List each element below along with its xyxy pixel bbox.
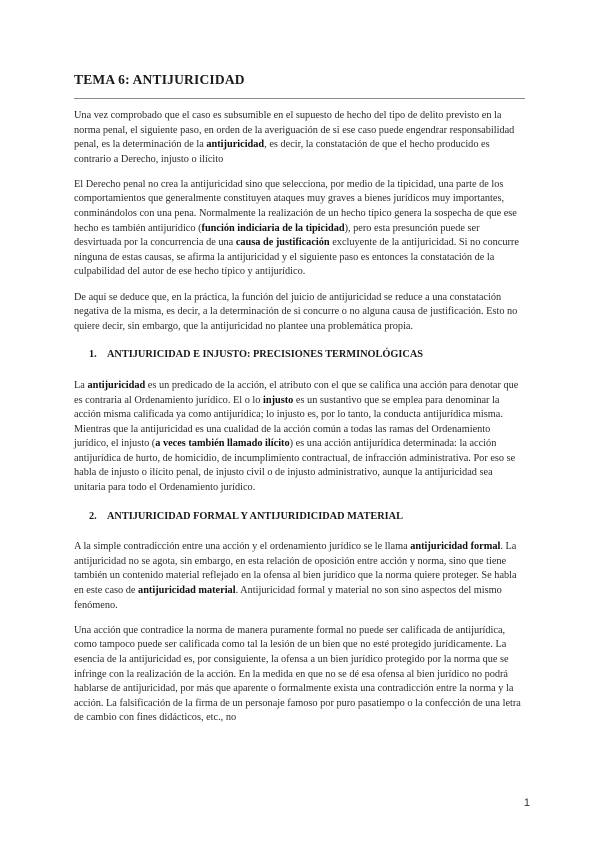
bold-term-causa-justificacion: causa de justificación	[235, 237, 330, 249]
page-title: TEMA 6: ANTIJURICIDAD	[74, 72, 245, 87]
section-1-number: 1.	[89, 349, 97, 361]
bold-term-antijuricidad-material: antijuricidad material	[138, 585, 236, 597]
section-1-heading	[74, 348, 526, 363]
bold-term-ilicito: a veces también llamado ilícito	[155, 438, 290, 450]
intro-paragraph-3: De aquí se deduce que, en la práctica, la función del juicio de antijuricidad se reduce a una constatación negativa de la misma, es decir, a la determinación de si concurre o no alguna causa de justificación. Esto no quiere decir, sin embargo, que la antijuricidad no plantee una problemática propia.	[74, 291, 518, 332]
bold-term-antijuricidad: antijuricidad	[206, 139, 265, 151]
section-1-title: ANTIJURICIDAD E INJUSTO: PRECISIONES TERMINOLÓGICAS	[107, 349, 424, 361]
document-body	[74, 109, 526, 736]
bold-term-antijuricidad-formal: antijuricidad formal	[410, 541, 501, 553]
section-2-heading	[74, 510, 526, 525]
page-number: 1	[523, 797, 530, 809]
title-divider	[74, 98, 525, 99]
bold-term-funcion-indiciaria: función indiciaria de la tipicidad	[201, 222, 345, 234]
intro-paragraph-2: El Derecho penal no crea la antijuricidad sino que selecciona, por medio de la tipicidad, una parte de los comportamientos que generalmente constituyen ataques muy graves a bienes jurídicos muy importantes, conminándolos con una pena. Normalmente la realización de un hecho típico genera la sospecha de que ese hecho es también antijurídico (función indiciaria de la tipicidad), pero esta presunción puede ser desvirtuada por la concurrencia de una causa de justificación excluyente de la antijuricidad. Si no concurre ninguna de estas causas, se afirma la antijuricidad y el siguiente paso es entonces la constatación de la culpabilidad del autor de ese hecho típico y antijurídico.	[74, 178, 519, 278]
section-2-paragraph-2: Una acción que contradice la norma de manera puramente formal no puede ser calificada de antijurídica, como tampoco puede ser calificada como tal la lesión de un bien que no esté protegido jurídicamente. La esencia de la antijuricidad es, por consiguiente, la ofensa a un bien jurídico protegido por la norma que se infringe con la realización de la acción. En la medida en que no se dé esa ofensa al bien jurídico no podrá hablarse de antijuricidad, por más que aparente o formalmente exista una contradicción entre la norma y la acción. La falsificación de la firma de un personaje famoso por puro pasatiempo o la confección de una letra de cambio con fines didácticos, etc., no	[74, 624, 521, 724]
section-2-number: 2.	[89, 510, 97, 522]
bold-term-injusto: injusto	[263, 394, 294, 406]
bold-term-antijuricidad: antijuricidad	[87, 379, 146, 391]
intro-paragraph-1: Una vez comprobado que el caso es subsumible en el supuesto de hecho del tipo de delito previsto en la norma penal, el siguiente paso, en orden de la averiguación de si ese caso puede engendrar responsabilidad penal, es la determinación de la antijuricidad, es decir, la constatación de que el hecho producido es contrario a Derecho, injusto o ilícito	[74, 110, 515, 165]
section-2-title: ANTIJURICIDAD FORMAL Y ANTIJURIDICIDAD MATERIAL	[107, 510, 403, 522]
section-1-paragraph-1: La antijuricidad es un predicado de la acción, el atributo con el que se califica una acción para denotar que es contraria al Ordenamiento jurídico. El o lo injusto es un sustantivo que se emplea para denominar la acción misma calificada ya como antijurídica; lo injusto es, por lo tanto, la conducta antijurídica misma. Mientras que la antijuricidad es una cualidad de la acción común a todas las ramas del Ordenamiento jurídico, el injusto (a veces también llamado ilícito) es una acción antijurídica determinada: la acción antijurídica de hurto, de homicidio, de incumplimiento contractual, de infracción administrativa. Por eso se habla de injusto o ilícito penal, de injusto civil o de injusto administrativo, aunque la antijuricidad sea unitaria para todo el Ordenamiento jurídico.	[74, 379, 519, 494]
section-2-paragraph-1: A la simple contradicción entre una acción y el ordenamiento jurídico se le llama antijuricidad formal. La antijuricidad no se agota, sin embargo, en esta relación de oposición entre acción y norma, sino que tiene también un contenido material reflejado en la ofensa al bien jurídico que la norma quiere proteger. Se habla en este caso de antijuricidad material. Antijuricidad formal y material no son sino aspectos del mismo fenómeno.	[74, 541, 517, 611]
